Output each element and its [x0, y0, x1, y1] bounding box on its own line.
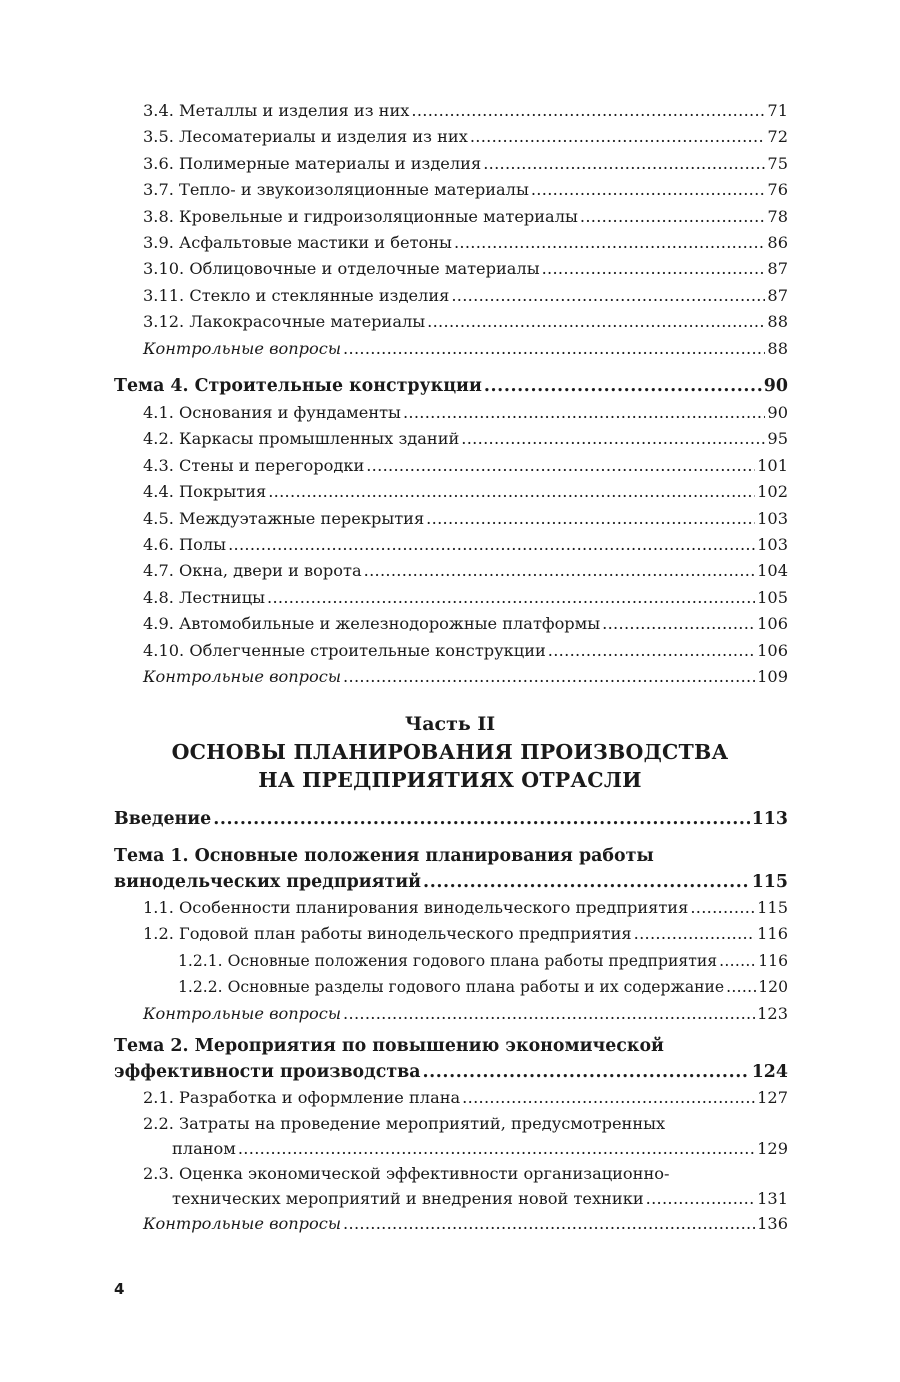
- toc-topic-2: [114, 1033, 788, 1238]
- part-title-line-1: ОСНОВЫ ПЛАНИРОВАНИЯ ПРОИЗВОДСТВА: [171, 740, 729, 764]
- entry-label: 1.2.2. Основные разделы годового плана работы и их содержание: [178, 978, 725, 997]
- entry-label-line-2: технических мероприятий и внедрения новой техники: [172, 1189, 644, 1209]
- entry-label-line-2: планом: [172, 1139, 236, 1159]
- leader-dots: [422, 1059, 749, 1085]
- entry-label-line-1: 2.2. Затраты на проведение мероприятий, предусмотренных: [143, 1114, 666, 1134]
- leader-dots: [454, 230, 765, 256]
- entry-page: 86: [767, 232, 788, 252]
- topic-title: Тема 4. Строительные конструкции: [114, 376, 482, 396]
- toc-entry[interactable]: [114, 506, 788, 532]
- toc-subentry[interactable]: [114, 948, 788, 974]
- entry-label: 4.7. Окна, двери и ворота: [143, 561, 362, 581]
- entry-label: Контрольные вопросы: [143, 666, 342, 686]
- entry-page: 76: [767, 180, 788, 200]
- entry-page: 88: [767, 312, 788, 332]
- entry-page: 115: [757, 898, 788, 917]
- entry-label: 2.1. Разработка и оформление плана: [143, 1088, 461, 1107]
- intro-page: 113: [751, 809, 788, 829]
- entry-continuation: [143, 1186, 788, 1211]
- leader-dots: [343, 664, 755, 690]
- leader-dots: [483, 151, 765, 177]
- entry-page: 102: [757, 482, 788, 502]
- toc-intro: [114, 805, 788, 833]
- leader-dots: [426, 506, 755, 532]
- leader-dots: [238, 1136, 755, 1161]
- entry-page: 90: [767, 403, 788, 422]
- leader-dots: [470, 124, 766, 150]
- entry-page: 88: [767, 338, 788, 358]
- part-heading: [0, 710, 900, 794]
- toc-topic-4: [114, 372, 788, 690]
- entry-label: Контрольные вопросы: [143, 338, 342, 358]
- entry-continuation: [143, 1136, 788, 1161]
- toc-entry[interactable]: [114, 1085, 788, 1111]
- toc-entry[interactable]: [114, 585, 788, 611]
- toc-questions[interactable]: [114, 336, 788, 362]
- entry-page: 87: [767, 285, 788, 305]
- leader-dots: [646, 1186, 755, 1211]
- topic-page: 90: [763, 376, 788, 396]
- topic-title-line-2: винодельческих предприятий: [114, 872, 422, 892]
- entry-page: 104: [757, 561, 788, 581]
- topic-title-line-1: Тема 2. Мероприятия по повышению экономической: [114, 1036, 664, 1056]
- entry-page: 71: [767, 101, 788, 120]
- entry-label: 1.2. Годовой план работы винодельческого предприятия: [143, 924, 632, 944]
- toc-entry[interactable]: [114, 256, 788, 282]
- leader-dots: [580, 204, 766, 230]
- topic-title-line-1: Тема 1. Основные положения планирования работы: [114, 846, 654, 866]
- toc-entry[interactable]: [114, 98, 788, 124]
- entry-page: 75: [767, 153, 788, 173]
- entry-page: 136: [757, 1214, 788, 1234]
- leader-dots: [343, 1211, 755, 1237]
- part-title-line-2: НА ПРЕДПРИЯТИЯХ ОТРАСЛИ: [258, 768, 642, 792]
- toc-entry[interactable]: [114, 638, 788, 664]
- leader-dots: [451, 283, 765, 309]
- entry-page: 78: [767, 206, 788, 226]
- entry-label: 4.6. Полы: [143, 534, 227, 554]
- leader-dots: [427, 309, 765, 335]
- toc-topic-heading[interactable]: [114, 1059, 788, 1085]
- entry-page: 103: [757, 534, 788, 554]
- entry-page: 127: [757, 1088, 788, 1107]
- entry-label: 3.9. Асфальтовые мастики и бетоны: [143, 232, 452, 252]
- page-number: 4: [114, 1280, 125, 1298]
- topic-page: 115: [751, 872, 788, 892]
- toc-entry[interactable]: [114, 400, 788, 426]
- entry-label: 4.1. Основания и фундаменты: [143, 403, 401, 422]
- leader-dots: [403, 400, 765, 426]
- leader-dots: [602, 611, 755, 637]
- part-label: Часть II: [404, 713, 496, 735]
- entry-label: 3.11. Стекло и стеклянные изделия: [143, 285, 450, 305]
- intro-label: Введение: [114, 809, 212, 829]
- leader-dots: [726, 974, 756, 1000]
- entry-label: 3.4. Металлы и изделия из них: [143, 101, 410, 120]
- entry-page: 105: [757, 587, 788, 607]
- leader-dots: [366, 453, 755, 479]
- entry-page: 131: [757, 1189, 788, 1209]
- leader-dots: [343, 336, 765, 362]
- leader-dots: [423, 869, 750, 895]
- entry-label: 4.8. Лестницы: [143, 587, 266, 607]
- leader-dots: [531, 177, 766, 203]
- entry-label: 1.1. Особенности планирования винодельческого предприятия: [143, 898, 689, 917]
- leader-dots: [364, 558, 755, 584]
- entry-label: 3.6. Полимерные материалы и изделия: [143, 153, 482, 173]
- leader-dots: [634, 921, 755, 947]
- toc-entry[interactable]: [114, 426, 788, 452]
- entry-page: 95: [767, 429, 788, 449]
- entry-label: 4.2. Каркасы промышленных зданий: [143, 429, 460, 449]
- entry-label: 3.7. Тепло- и звукоизоляционные материалы: [143, 180, 529, 200]
- entry-page: 109: [757, 666, 788, 686]
- entry-label: 1.2.1. Основные положения годового плана работы предприятия: [178, 951, 718, 970]
- toc-top: [114, 98, 788, 362]
- topic-page: 124: [751, 1062, 788, 1082]
- leader-dots: [462, 1085, 755, 1111]
- entry-label: 4.4. Покрытия: [143, 482, 267, 502]
- entry-label: 3.8. Кровельные и гидроизоляционные материалы: [143, 206, 578, 226]
- entry-page: 123: [757, 1003, 788, 1023]
- leader-dots: [484, 372, 762, 400]
- entry-page: 72: [767, 127, 788, 147]
- toc-topic-heading[interactable]: [114, 372, 788, 400]
- toc-entry[interactable]: [114, 532, 788, 558]
- leader-dots: [213, 805, 749, 833]
- toc-entry-wrapped[interactable]: [114, 1111, 788, 1161]
- leader-dots: [411, 98, 765, 124]
- leader-dots: [719, 948, 756, 974]
- entry-label: 3.5. Лесоматериалы и изделия из них: [143, 127, 468, 147]
- toc-entry[interactable]: [114, 124, 788, 150]
- toc-questions[interactable]: [114, 664, 788, 690]
- toc-entry[interactable]: [114, 177, 788, 203]
- entry-label: 4.10. Облегченные строительные конструкции: [143, 640, 546, 660]
- toc-entry[interactable]: [114, 283, 788, 309]
- toc-intro-entry[interactable]: [114, 805, 788, 833]
- toc-entry-wrapped[interactable]: [114, 1161, 788, 1211]
- entry-label: 4.5. Междуэтажные перекрытия: [143, 508, 425, 528]
- toc-entry[interactable]: [114, 204, 788, 230]
- leader-dots: [548, 638, 755, 664]
- toc-entry[interactable]: [114, 453, 788, 479]
- toc-entry[interactable]: [114, 309, 788, 335]
- toc-subentry[interactable]: [114, 974, 788, 1000]
- entry-label: 4.3. Стены и перегородки: [143, 455, 365, 475]
- entry-page: 103: [757, 508, 788, 528]
- leader-dots: [267, 585, 755, 611]
- entry-page: 87: [767, 259, 788, 279]
- toc-topic-heading[interactable]: [114, 869, 788, 895]
- leader-dots: [690, 895, 755, 921]
- toc-entry[interactable]: [114, 230, 788, 256]
- topic-title-line-2: эффективности производства: [114, 1062, 421, 1082]
- entry-page: 116: [757, 924, 788, 944]
- toc-entry[interactable]: [114, 895, 788, 921]
- toc-entry[interactable]: [114, 151, 788, 177]
- toc-entry[interactable]: [114, 479, 788, 505]
- entry-label: Контрольные вопросы: [143, 1003, 342, 1023]
- toc-questions[interactable]: [114, 1211, 788, 1237]
- entry-page: 129: [757, 1139, 788, 1159]
- toc-questions[interactable]: [114, 1001, 788, 1027]
- leader-dots: [461, 426, 765, 452]
- leader-dots: [228, 532, 755, 558]
- entry-page: 120: [758, 978, 788, 997]
- entry-label: Контрольные вопросы: [143, 1214, 342, 1234]
- toc-entry[interactable]: [114, 611, 788, 637]
- toc-topic-1: [114, 843, 788, 1027]
- entry-label: 4.9. Автомобильные и железнодорожные платформы: [143, 614, 601, 634]
- entry-page: 106: [757, 640, 788, 660]
- toc-entry[interactable]: [114, 921, 788, 947]
- toc-entry[interactable]: [114, 558, 788, 584]
- entry-label-line-1: 2.3. Оценка экономической эффективности организационно-: [143, 1164, 670, 1184]
- leader-dots: [268, 479, 755, 505]
- leader-dots: [542, 256, 766, 282]
- entry-page: 116: [758, 951, 788, 970]
- entry-page: 106: [757, 614, 788, 634]
- entry-page: 101: [757, 455, 788, 475]
- leader-dots: [343, 1001, 755, 1027]
- entry-label: 3.12. Лакокрасочные материалы: [143, 312, 426, 332]
- entry-label: 3.10. Облицовочные и отделочные материалы: [143, 259, 540, 279]
